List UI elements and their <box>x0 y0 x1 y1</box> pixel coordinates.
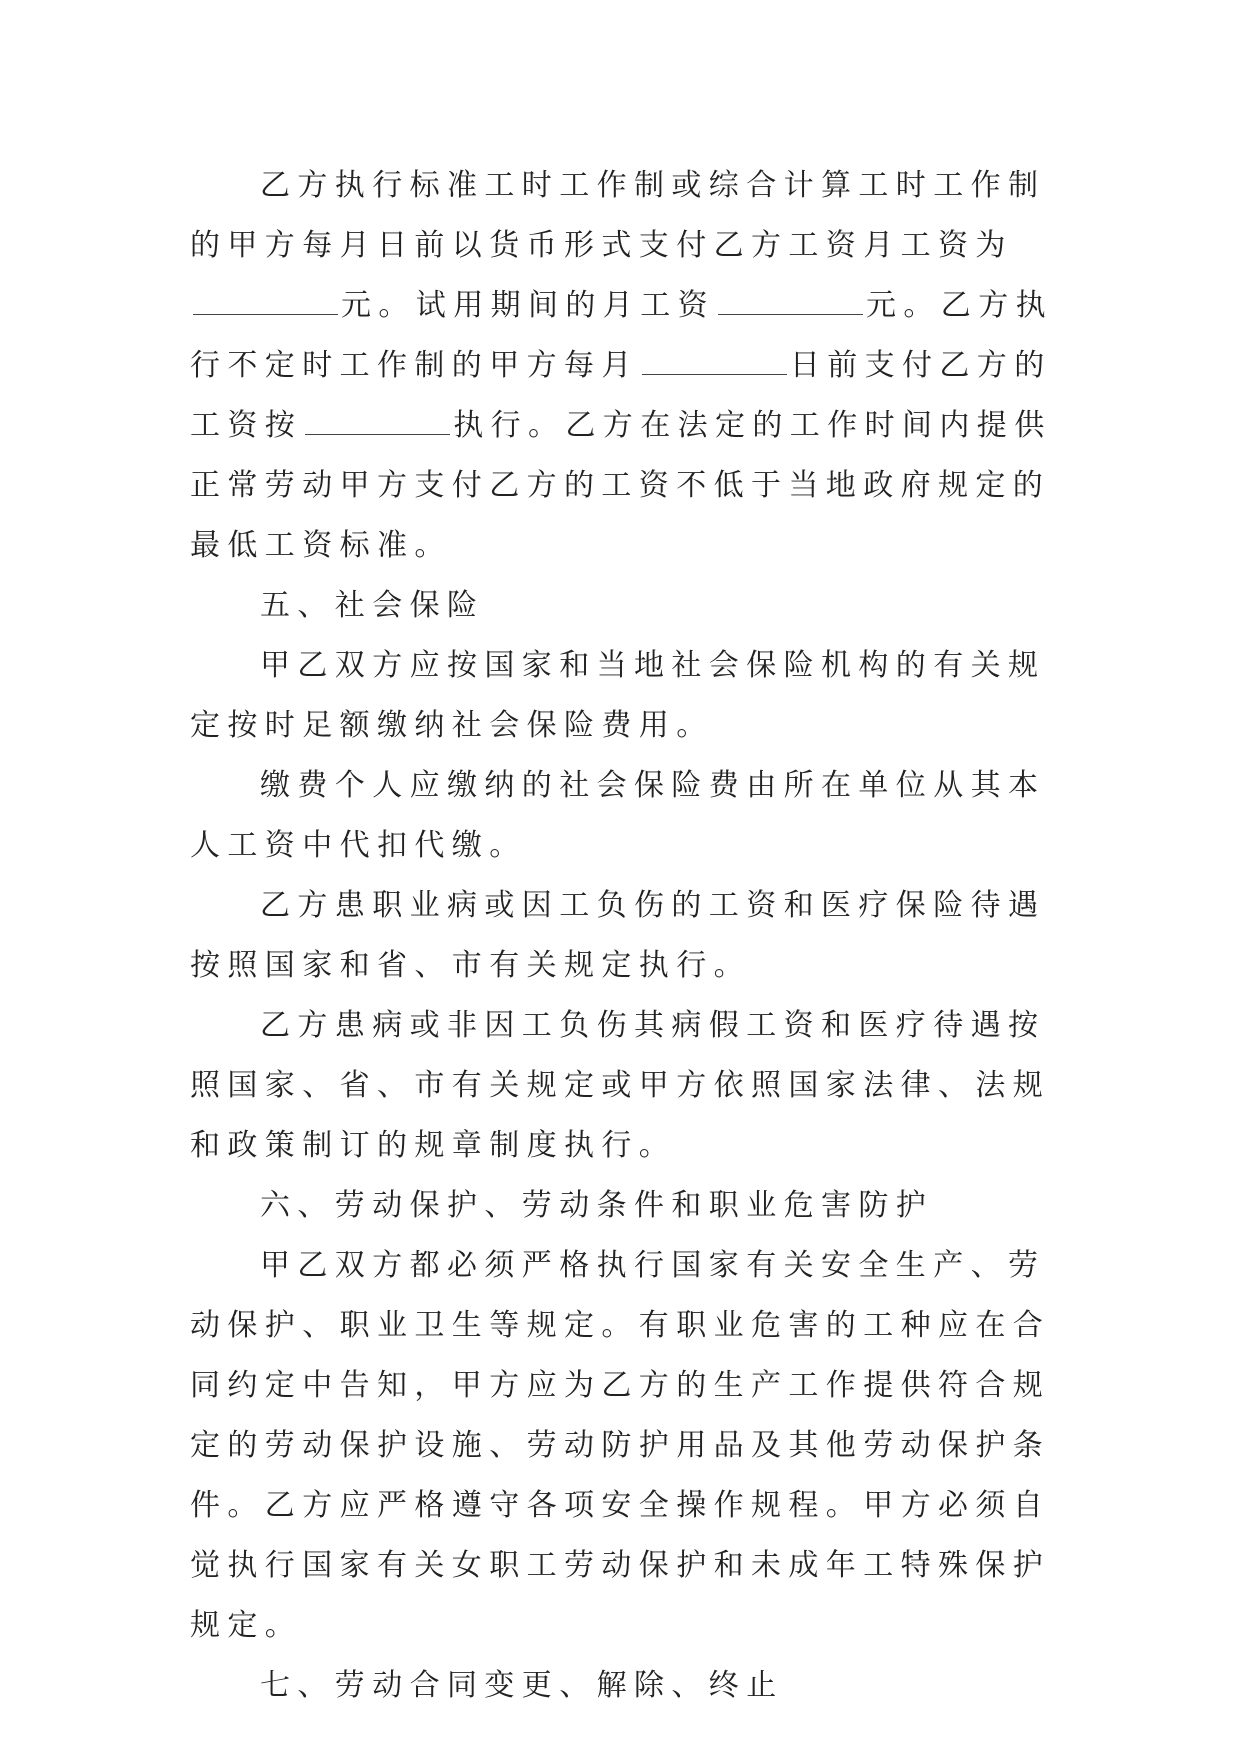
wage-text-3: 元。乙方执行不定时工作制的甲方每月 <box>190 288 1053 383</box>
probation-wage-blank[interactable] <box>718 290 863 315</box>
social-insurance-paragraph-4: 乙方患病或非因工负伤其病假工资和医疗待遇按照国家、省、市有关规定或甲方依照国家法律、法规和政策制订的规章制度执行。 <box>190 1008 1051 1163</box>
social-insurance-paragraph-2: 缴费个人应缴纳的社会保险费由所在单位从其本人工资中代扣代缴。 <box>190 768 1046 863</box>
monthly-wage-blank[interactable] <box>193 290 338 315</box>
document-body <box>190 156 1058 1716</box>
pay-day-blank[interactable] <box>642 350 787 375</box>
wage-text-2: 元。试用期间的月工资 <box>341 288 715 323</box>
section-heading-social-insurance: 五、社会保险 <box>260 588 485 623</box>
wage-text-5: 执行。乙方在法定的工作时间内提供正常劳动甲方支付乙方的工资不低于当地政府规定的最低工资标准。 <box>190 408 1052 563</box>
section-heading-labor-protection: 六、劳动保护、劳动条件和职业危害防护 <box>260 1188 934 1223</box>
pay-method-blank[interactable] <box>305 410 450 435</box>
social-insurance-paragraph-3: 乙方患职业病或因工负伤的工资和医疗保险待遇按照国家和省、市有关规定执行。 <box>190 888 1046 983</box>
section-heading-contract-change: 七、劳动合同变更、解除、终止 <box>260 1668 784 1703</box>
labor-protection-paragraph-1: 甲乙双方都必须严格执行国家有关安全生产、劳动保护、职业卫生等规定。有职业危害的工种应在合同约定中告知，甲方应为乙方的生产工作提供符合规定的劳动保护设施、劳动防护用品及其他劳动保护条件。乙方应严格遵守各项安全操作规程。甲方必须自觉执行国家有关女职工劳动保护和未成年工特殊保护规定。 <box>190 1248 1051 1643</box>
wage-text-4: 日前支付乙方的工资按 <box>190 348 1052 443</box>
social-insurance-paragraph-1: 甲乙双方应按国家和当地社会保险机构的有关规定按时足额缴纳社会保险费用。 <box>190 648 1046 743</box>
wage-text-1: 乙方执行标准工时工作制或综合计算工时工作制的甲方每月日前以货币形式支付乙方工资月工资为 <box>190 168 1046 263</box>
wage-paragraph <box>190 156 1058 576</box>
